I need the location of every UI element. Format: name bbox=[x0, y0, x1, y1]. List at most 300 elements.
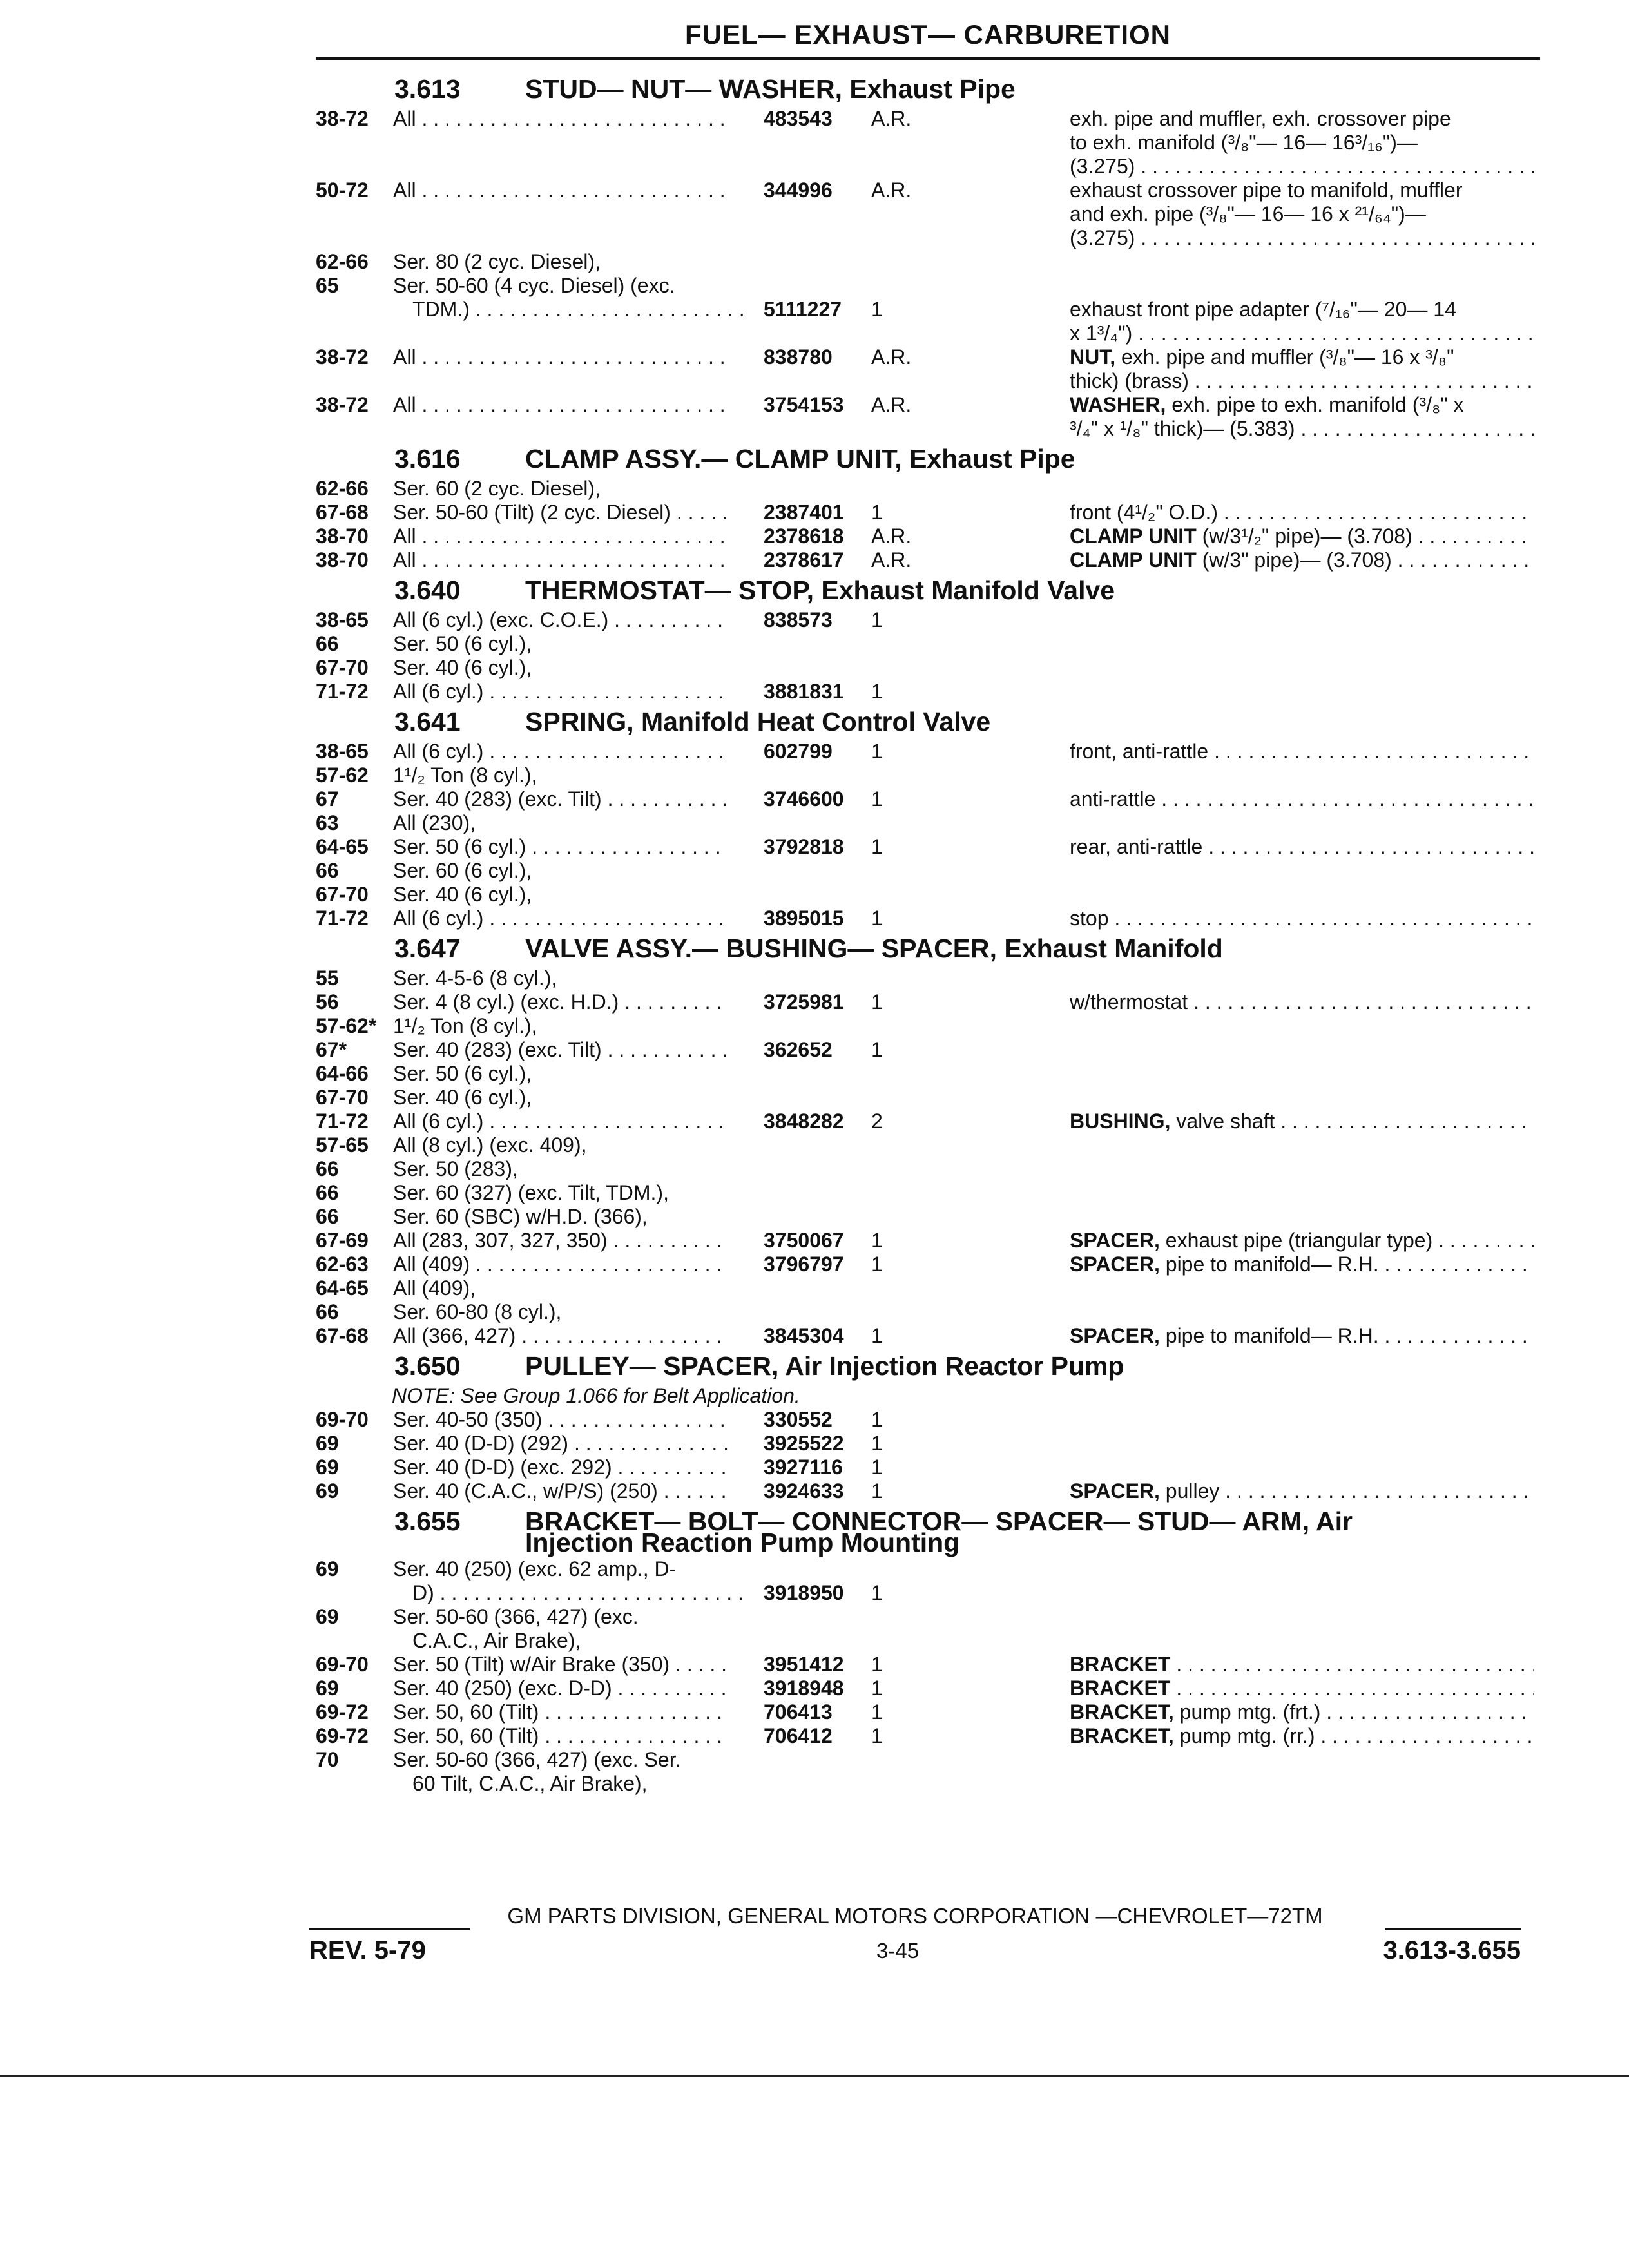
application: All (283, 307, 327, 350) . . . bbox=[393, 1229, 728, 1253]
part-row bbox=[0, 417, 1629, 441]
part-row bbox=[0, 477, 1629, 501]
section-title: THERMOSTAT— STOP, Exhaust Manifold Valve bbox=[525, 575, 1115, 605]
part-number: 3796797 bbox=[764, 1253, 844, 1276]
part-description bbox=[1070, 107, 1534, 131]
model-years: 66 bbox=[316, 1157, 339, 1180]
part-name: SPACER, bbox=[1070, 1253, 1160, 1276]
part-number: 330552 bbox=[764, 1408, 833, 1431]
part-description bbox=[1070, 1479, 1534, 1503]
section-number: 3.655 bbox=[394, 1506, 461, 1536]
part-row bbox=[0, 1157, 1629, 1181]
part-number: 3754153 bbox=[764, 393, 844, 416]
note-text: exhaust front pipe adapter (⁷/₁₆"— 20— 14 bbox=[1070, 298, 1456, 321]
part-row bbox=[0, 274, 1629, 298]
application: Ser. 50-60 (366, 427) (exc. Ser. bbox=[393, 1748, 681, 1771]
section-heading bbox=[0, 441, 1629, 477]
application: Ser. 4 (8 cyl.) (exc. H.D.) . . . bbox=[393, 990, 728, 1014]
quantity: 1 bbox=[871, 740, 883, 763]
part-row bbox=[0, 1276, 1629, 1300]
part-number: 3925522 bbox=[764, 1432, 844, 1455]
application: Ser. 40 (C.A.C., w/P/S) (250) . . . bbox=[393, 1479, 728, 1503]
part-description bbox=[1070, 369, 1534, 393]
model-years: 67-70 bbox=[316, 883, 369, 906]
application: Ser. 60 (SBC) w/H.D. (366), bbox=[393, 1205, 648, 1228]
part-name: CLAMP UNIT bbox=[1070, 524, 1197, 548]
part-description bbox=[1070, 1253, 1534, 1276]
note-text: to exh. manifold (³/₈"— 16— 16³/₁₆")— bbox=[1070, 131, 1418, 154]
application: Ser. 50 (Tilt) w/Air Brake (350) . . . bbox=[393, 1653, 728, 1677]
note-text: exhaust crossover pipe to manifold, muffler bbox=[1070, 178, 1463, 202]
model-years: 69-72 bbox=[316, 1724, 369, 1747]
part-number: 5111227 bbox=[764, 298, 842, 321]
model-years: 67-70 bbox=[316, 1086, 369, 1109]
note-text: ³/₄" x ¹/₈" thick)— (5.383) bbox=[1070, 417, 1295, 440]
part-row bbox=[0, 1324, 1629, 1348]
application: Ser. 40 (6 cyl.), bbox=[393, 656, 532, 679]
part-number: 483543 bbox=[764, 107, 833, 130]
model-years: 67-68 bbox=[316, 501, 369, 524]
note-text: NOTE: See Group 1.066 for Belt Application. bbox=[392, 1384, 800, 1407]
part-description bbox=[1070, 1110, 1534, 1133]
part-description bbox=[1070, 524, 1534, 548]
part-row bbox=[0, 155, 1629, 178]
part-row bbox=[0, 369, 1629, 393]
note-text: pump mtg. (rr.) bbox=[1173, 1724, 1315, 1747]
part-row bbox=[0, 202, 1629, 226]
application: All (6 cyl.) . . . bbox=[393, 1110, 728, 1133]
part-row bbox=[0, 1205, 1629, 1229]
model-years: 69-70 bbox=[316, 1408, 369, 1431]
application: Ser. 40 (D-D) (exc. 292) . . . bbox=[393, 1456, 728, 1479]
model-years: 64-65 bbox=[316, 1276, 369, 1300]
section-number: 3.640 bbox=[394, 575, 461, 605]
application: Ser. 40 (6 cyl.), bbox=[393, 883, 532, 906]
part-row bbox=[0, 1456, 1629, 1479]
model-years: 67-68 bbox=[316, 1324, 369, 1347]
part-number: 3792818 bbox=[764, 835, 844, 858]
part-row bbox=[0, 1062, 1629, 1086]
quantity: 1 bbox=[871, 680, 883, 703]
model-years: 69 bbox=[316, 1456, 339, 1479]
section-heading bbox=[0, 572, 1629, 608]
part-number: 706412 bbox=[764, 1724, 833, 1747]
part-row bbox=[0, 680, 1629, 704]
quantity: 1 bbox=[871, 1229, 883, 1252]
part-row bbox=[0, 1408, 1629, 1432]
part-description bbox=[1070, 1324, 1534, 1348]
model-years: 66 bbox=[316, 859, 339, 882]
part-row bbox=[0, 787, 1629, 811]
section-heading bbox=[0, 71, 1629, 107]
part-description bbox=[1070, 202, 1534, 226]
quantity: 1 bbox=[871, 501, 883, 524]
part-number: 344996 bbox=[764, 178, 833, 202]
section-number: 3.650 bbox=[394, 1351, 461, 1381]
part-description bbox=[1070, 1229, 1534, 1253]
part-row bbox=[0, 966, 1629, 990]
model-years: 71-72 bbox=[316, 680, 369, 703]
section-title: BRACKET— BOLT— CONNECTOR— SPACER— STUD— ARM, Air bbox=[525, 1506, 1353, 1536]
quantity: 1 bbox=[871, 1479, 883, 1503]
part-number: 3924633 bbox=[764, 1479, 844, 1503]
part-description bbox=[1070, 393, 1534, 417]
model-years: 70 bbox=[316, 1748, 339, 1771]
application: All (366, 427) . . . bbox=[393, 1324, 728, 1348]
application: Ser. 50 (283), bbox=[393, 1157, 518, 1180]
model-years: 55 bbox=[316, 966, 339, 990]
part-row bbox=[0, 393, 1629, 417]
section-heading bbox=[0, 704, 1629, 740]
application: Ser. 4-5-6 (8 cyl.), bbox=[393, 966, 557, 990]
application: All . . . bbox=[393, 393, 728, 417]
quantity: 1 bbox=[871, 1581, 883, 1604]
part-number: 3845304 bbox=[764, 1324, 844, 1347]
part-row bbox=[0, 178, 1629, 202]
application: All . . . bbox=[393, 548, 728, 572]
note-text: exh. pipe to exh. manifold (³/₈" x bbox=[1166, 393, 1464, 416]
model-years: 38-72 bbox=[316, 393, 369, 416]
quantity: A.R. bbox=[871, 524, 912, 548]
part-row bbox=[0, 1724, 1629, 1748]
model-years: 38-70 bbox=[316, 548, 369, 572]
part-description bbox=[1070, 740, 1534, 764]
note-text: front (4¹/₂" O.D.) bbox=[1070, 501, 1219, 524]
quantity: 1 bbox=[871, 1253, 883, 1276]
model-years: 69-70 bbox=[316, 1653, 369, 1676]
application: Ser. 40 (D-D) (292) . . . bbox=[393, 1432, 728, 1456]
application: All (6 cyl.) . . . bbox=[393, 740, 728, 764]
application: Ser. 50 (6 cyl.), bbox=[393, 632, 532, 655]
part-description bbox=[1070, 155, 1534, 178]
part-row bbox=[0, 859, 1629, 883]
note-text: front, anti-rattle bbox=[1070, 740, 1209, 763]
part-description bbox=[1070, 1724, 1534, 1748]
part-name: BRACKET bbox=[1070, 1653, 1171, 1676]
quantity: A.R. bbox=[871, 107, 912, 130]
scan-edge-rule bbox=[0, 2075, 1629, 2077]
page-header: FUEL— EXHAUST— CARBURETION bbox=[684, 19, 1171, 50]
application: 1¹/₂ Ton (8 cyl.), bbox=[393, 1014, 537, 1037]
application: TDM.) . . . bbox=[412, 298, 747, 322]
note-text: (3.275) bbox=[1070, 155, 1135, 178]
part-number: 2378617 bbox=[764, 548, 844, 572]
model-years: 57-65 bbox=[316, 1133, 369, 1157]
part-description bbox=[1070, 990, 1534, 1014]
part-row bbox=[0, 1748, 1629, 1772]
model-years: 64-65 bbox=[316, 835, 369, 858]
note-text: pump mtg. (frt.) bbox=[1173, 1700, 1321, 1724]
note-text: valve shaft bbox=[1170, 1110, 1275, 1133]
application: All . . . bbox=[393, 524, 728, 548]
quantity: 1 bbox=[871, 1432, 883, 1455]
model-years: 69 bbox=[316, 1557, 339, 1581]
part-description bbox=[1070, 178, 1534, 202]
part-row bbox=[0, 1038, 1629, 1062]
application: All (6 cyl.) . . . bbox=[393, 680, 728, 704]
application: Ser. 50-60 (366, 427) (exc. bbox=[393, 1605, 639, 1628]
application: Ser. 40 (250) (exc. D-D) . . . bbox=[393, 1677, 728, 1700]
section-heading bbox=[0, 1348, 1629, 1384]
part-row bbox=[0, 1133, 1629, 1157]
model-years: 38-72 bbox=[316, 345, 369, 369]
quantity: A.R. bbox=[871, 393, 912, 416]
note-text: anti-rattle bbox=[1070, 787, 1156, 811]
quantity: 1 bbox=[871, 990, 883, 1014]
section-note bbox=[0, 1384, 1629, 1408]
note-text: (3.275) bbox=[1070, 226, 1135, 249]
section-title: VALVE ASSY.— BUSHING— SPACER, Exhaust Manifold bbox=[525, 934, 1223, 963]
note-text: exhaust pipe (triangular type) bbox=[1159, 1229, 1433, 1252]
part-number: 3918950 bbox=[764, 1581, 844, 1604]
section-title: SPRING, Manifold Heat Control Valve bbox=[525, 707, 991, 736]
part-row bbox=[0, 548, 1629, 572]
part-number: 602799 bbox=[764, 740, 833, 763]
model-years: 66 bbox=[316, 1205, 339, 1228]
model-years: 38-72 bbox=[316, 107, 369, 130]
section-number: 3.613 bbox=[394, 74, 461, 104]
part-row bbox=[0, 1300, 1629, 1324]
part-name: CLAMP UNIT bbox=[1070, 548, 1197, 572]
application: All . . . bbox=[393, 107, 728, 131]
model-years: 67-69 bbox=[316, 1229, 369, 1252]
part-description bbox=[1070, 1700, 1534, 1724]
note-text: rear, anti-rattle bbox=[1070, 835, 1203, 858]
part-row bbox=[0, 501, 1629, 524]
note-text: x 1³/₄") bbox=[1070, 322, 1133, 345]
part-row bbox=[0, 1653, 1629, 1677]
part-row bbox=[0, 811, 1629, 835]
model-years: 50-72 bbox=[316, 178, 369, 202]
note-text: and exh. pipe (³/₈"— 16— 16 x ²¹/₆₄")— bbox=[1070, 202, 1426, 226]
part-number: 3746600 bbox=[764, 787, 844, 811]
part-description bbox=[1070, 226, 1534, 250]
part-row bbox=[0, 524, 1629, 548]
part-description bbox=[1070, 501, 1534, 524]
part-row bbox=[0, 740, 1629, 764]
model-years: 63 bbox=[316, 811, 339, 834]
section-number: 3.641 bbox=[394, 707, 461, 736]
part-row bbox=[0, 107, 1629, 131]
part-row bbox=[0, 1181, 1629, 1205]
part-number: 3881831 bbox=[764, 680, 844, 703]
quantity: A.R. bbox=[871, 548, 912, 572]
part-description bbox=[1070, 298, 1534, 322]
part-number: 362652 bbox=[764, 1038, 833, 1061]
section-number: 3.647 bbox=[394, 934, 461, 963]
note-text: thick) (brass) bbox=[1070, 369, 1189, 392]
quantity: 1 bbox=[871, 1724, 883, 1747]
quantity: 1 bbox=[871, 1324, 883, 1347]
part-row bbox=[0, 1014, 1629, 1038]
model-years: 66 bbox=[316, 632, 339, 655]
section-title: STUD— NUT— WASHER, Exhaust Pipe bbox=[525, 74, 1016, 104]
quantity: 1 bbox=[871, 1408, 883, 1431]
part-number: 3750067 bbox=[764, 1229, 844, 1252]
quantity: 1 bbox=[871, 1038, 883, 1061]
application: Ser. 60 (327) (exc. Tilt, TDM.), bbox=[393, 1181, 669, 1204]
group-range: 3.613-3.655 bbox=[1383, 1936, 1521, 1965]
model-years: 38-65 bbox=[316, 740, 369, 763]
model-years: 65 bbox=[316, 274, 339, 297]
part-name: SPACER, bbox=[1070, 1229, 1160, 1252]
part-description bbox=[1070, 835, 1534, 859]
part-row bbox=[0, 322, 1629, 345]
part-name: BUSHING, bbox=[1070, 1110, 1171, 1133]
model-years: 69 bbox=[316, 1432, 339, 1455]
part-row bbox=[0, 608, 1629, 632]
application: Ser. 80 (2 cyc. Diesel), bbox=[393, 250, 601, 273]
note-text: (w/3¹/₂" pipe)— (3.708) bbox=[1196, 524, 1412, 548]
model-years: 69 bbox=[316, 1605, 339, 1628]
revision-label: REV. 5-79 bbox=[309, 1936, 426, 1965]
part-row bbox=[0, 226, 1629, 250]
part-row bbox=[0, 907, 1629, 930]
part-row bbox=[0, 990, 1629, 1014]
part-number: 3951412 bbox=[764, 1653, 844, 1676]
application: Ser. 60 (6 cyl.), bbox=[393, 859, 532, 882]
application: Ser. 50-60 (4 cyc. Diesel) (exc. bbox=[393, 274, 675, 297]
part-name: SPACER, bbox=[1070, 1479, 1160, 1503]
part-row bbox=[0, 1110, 1629, 1133]
part-number: 3895015 bbox=[764, 907, 844, 930]
section-heading bbox=[0, 930, 1629, 966]
part-description bbox=[1070, 1653, 1534, 1677]
quantity: 1 bbox=[871, 298, 883, 321]
section-title: Injection Reaction Pump Mounting bbox=[525, 1528, 960, 1557]
part-row bbox=[0, 1700, 1629, 1724]
part-row bbox=[0, 298, 1629, 322]
part-row bbox=[0, 345, 1629, 369]
part-number: 838780 bbox=[764, 345, 833, 369]
part-number: 3927116 bbox=[764, 1456, 843, 1479]
application: 1¹/₂ Ton (8 cyl.), bbox=[393, 764, 537, 787]
part-name: BRACKET bbox=[1070, 1677, 1171, 1700]
application: 60 Tilt, C.A.C., Air Brake), bbox=[412, 1772, 648, 1795]
part-number: 3725981 bbox=[764, 990, 844, 1014]
part-name: WASHER, bbox=[1070, 393, 1166, 416]
model-years: 66 bbox=[316, 1181, 339, 1204]
model-years: 67* bbox=[316, 1038, 347, 1061]
application: All . . . bbox=[393, 345, 728, 369]
part-row bbox=[0, 1605, 1629, 1629]
quantity: 1 bbox=[871, 835, 883, 858]
application: Ser. 50 (6 cyl.) . . . bbox=[393, 835, 728, 859]
part-row bbox=[0, 1432, 1629, 1456]
part-row bbox=[0, 131, 1629, 155]
part-description bbox=[1070, 345, 1534, 369]
section-title: PULLEY— SPACER, Air Injection Reactor Pump bbox=[525, 1351, 1124, 1381]
model-years: 69-72 bbox=[316, 1700, 369, 1724]
note-text: pipe to manifold— R.H. bbox=[1159, 1253, 1379, 1276]
part-name: BRACKET, bbox=[1070, 1724, 1174, 1747]
part-row bbox=[0, 1772, 1629, 1796]
part-name: BRACKET, bbox=[1070, 1700, 1174, 1724]
part-number: 3918948 bbox=[764, 1677, 844, 1700]
application: All (409), bbox=[393, 1276, 476, 1300]
part-row bbox=[0, 835, 1629, 859]
part-row bbox=[0, 1557, 1629, 1581]
application: Ser. 40 (283) (exc. Tilt) . . . bbox=[393, 787, 728, 811]
application: All (230), bbox=[393, 811, 476, 834]
part-description bbox=[1070, 907, 1534, 930]
part-description bbox=[1070, 787, 1534, 811]
part-row bbox=[0, 1253, 1629, 1276]
application: Ser. 40-50 (350) . . . bbox=[393, 1408, 728, 1432]
model-years: 66 bbox=[316, 1300, 339, 1323]
application: Ser. 50, 60 (Tilt) . . . bbox=[393, 1700, 728, 1724]
part-row bbox=[0, 764, 1629, 787]
section-heading bbox=[0, 1528, 1629, 1557]
part-number: 838573 bbox=[764, 608, 833, 631]
part-row bbox=[0, 883, 1629, 907]
part-row bbox=[0, 656, 1629, 680]
parts-list bbox=[0, 71, 1629, 1796]
application: C.A.C., Air Brake), bbox=[412, 1629, 581, 1652]
model-years: 64-66 bbox=[316, 1062, 369, 1085]
note-text: (w/3" pipe)— (3.708) bbox=[1196, 548, 1392, 572]
quantity: 1 bbox=[871, 608, 883, 631]
model-years: 67-70 bbox=[316, 656, 369, 679]
application: All (6 cyl.) . . . bbox=[393, 907, 728, 930]
application: Ser. 40 (283) (exc. Tilt) . . . bbox=[393, 1038, 728, 1062]
application: Ser. 50-60 (Tilt) (2 cyc. Diesel) . . . bbox=[393, 501, 728, 524]
part-name: NUT, bbox=[1070, 345, 1116, 369]
model-years: 69 bbox=[316, 1479, 339, 1503]
application: Ser. 50, 60 (Tilt) . . . bbox=[393, 1724, 728, 1748]
page-number: 3-45 bbox=[876, 1939, 920, 1963]
part-description bbox=[1070, 548, 1534, 572]
quantity: A.R. bbox=[871, 345, 912, 369]
part-row bbox=[0, 1479, 1629, 1503]
part-description bbox=[1070, 1677, 1534, 1700]
part-number: 706413 bbox=[764, 1700, 833, 1724]
application: Ser. 40 (250) (exc. 62 amp., D- bbox=[393, 1557, 677, 1581]
quantity: 1 bbox=[871, 1677, 883, 1700]
part-description bbox=[1070, 322, 1534, 345]
application: All (8 cyl.) (exc. 409), bbox=[393, 1133, 587, 1157]
part-number: 2387401 bbox=[764, 501, 844, 524]
part-row bbox=[0, 250, 1629, 274]
model-years: 69 bbox=[316, 1677, 339, 1700]
part-number: 3848282 bbox=[764, 1110, 844, 1133]
application: Ser. 60-80 (8 cyl.), bbox=[393, 1300, 562, 1323]
model-years: 71-72 bbox=[316, 907, 369, 930]
note-text: exh. pipe and muffler, exh. crossover pipe bbox=[1070, 107, 1451, 130]
application: Ser. 60 (2 cyc. Diesel), bbox=[393, 477, 601, 500]
footer-rule-right bbox=[1385, 1928, 1521, 1930]
footer-publisher: GM PARTS DIVISION, GENERAL MOTORS CORPORATION —CHEVROLET—72TM bbox=[507, 1904, 1323, 1928]
quantity: 1 bbox=[871, 907, 883, 930]
part-description bbox=[1070, 417, 1534, 441]
part-row bbox=[0, 632, 1629, 656]
application: All (409) . . . bbox=[393, 1253, 728, 1276]
model-years: 38-65 bbox=[316, 608, 369, 631]
model-years: 62-66 bbox=[316, 477, 369, 500]
part-description bbox=[1070, 131, 1534, 155]
application: All (6 cyl.) (exc. C.O.E.) . . . bbox=[393, 608, 728, 632]
quantity: A.R. bbox=[871, 178, 912, 202]
application: All . . . bbox=[393, 178, 728, 202]
note-text: pulley bbox=[1159, 1479, 1220, 1503]
part-number: 2378618 bbox=[764, 524, 844, 548]
part-name: SPACER, bbox=[1070, 1324, 1160, 1347]
application: D) . . . bbox=[412, 1581, 747, 1605]
model-years: 57-62 bbox=[316, 764, 369, 787]
application: Ser. 40 (6 cyl.), bbox=[393, 1086, 532, 1109]
quantity: 1 bbox=[871, 1653, 883, 1676]
section-title: CLAMP ASSY.— CLAMP UNIT, Exhaust Pipe bbox=[525, 444, 1075, 474]
section-number: 3.616 bbox=[394, 444, 461, 474]
